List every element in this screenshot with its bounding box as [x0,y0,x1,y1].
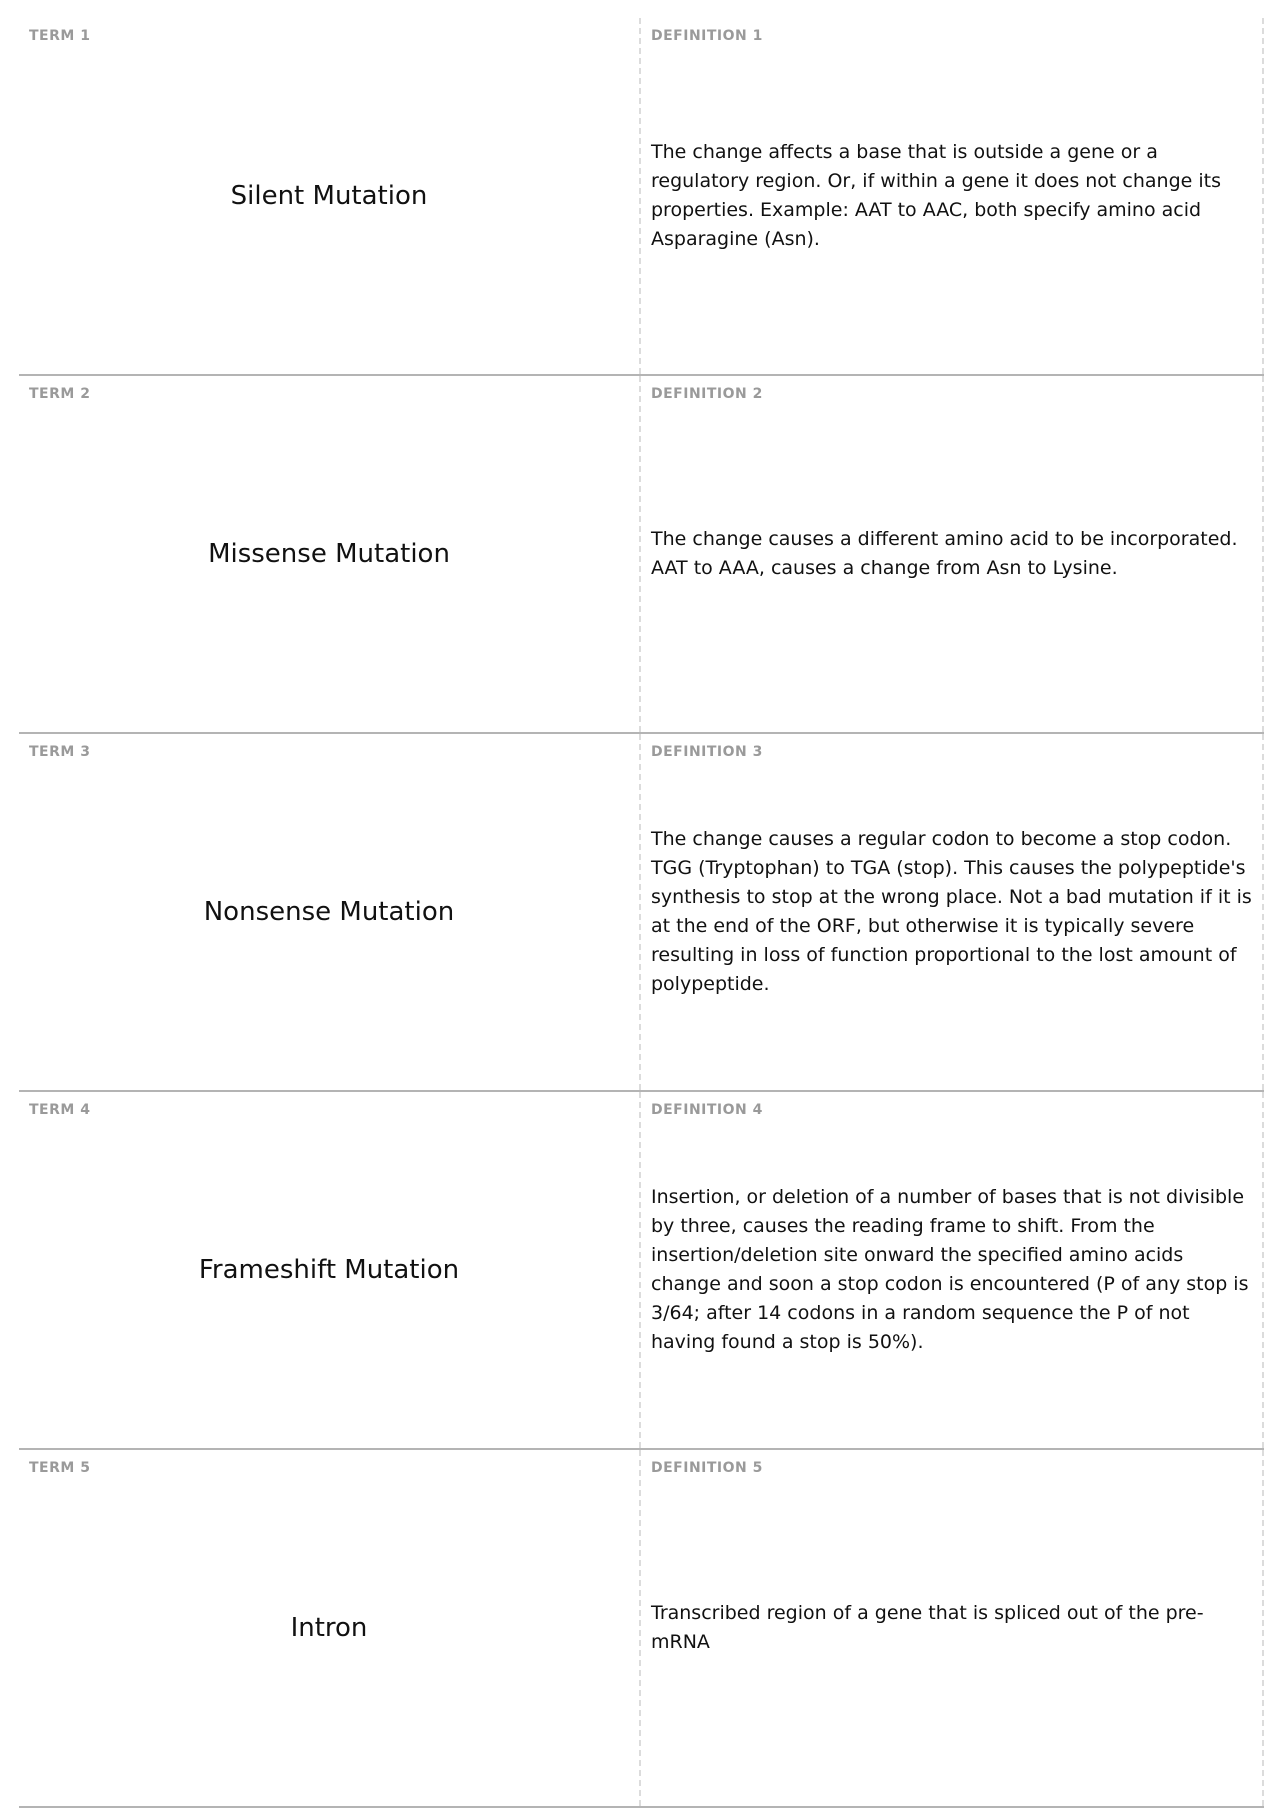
definition-text: The change causes a different amino acid to be incorporated. AAT to AAA, causes a change from Asn to Lysine. [651,528,1238,579]
term-side [19,1450,641,1806]
definition-side [641,1450,1264,1806]
term-label: TERM 4 [29,1102,91,1118]
term-side [19,18,641,374]
flashcard-sheet [19,18,1264,1808]
term-label: TERM 1 [29,28,91,44]
flashcard [19,376,1264,734]
flashcard [19,18,1264,376]
term-side [19,376,641,732]
definition-side [641,734,1264,1090]
definition-label: DEFINITION 3 [651,744,763,760]
term-text: Intron [290,1613,368,1643]
definition-side [641,376,1264,732]
term-text: Frameshift Mutation [198,1255,460,1285]
term-side [19,734,641,1090]
flashcard [19,1450,1264,1808]
definition-label: DEFINITION 5 [651,1460,763,1476]
definition-text: Transcribed region of a gene that is spliced out of the pre-mRNA [651,1602,1204,1653]
definition-label: DEFINITION 4 [651,1102,763,1118]
flashcard [19,734,1264,1092]
term-label: TERM 3 [29,744,91,760]
term-text: Silent Mutation [230,181,428,211]
term-text: Missense Mutation [208,539,450,569]
term-side [19,1092,641,1448]
definition-side [641,18,1264,374]
definition-label: DEFINITION 1 [651,28,763,44]
term-label: TERM 5 [29,1460,91,1476]
definition-text: Insertion, or deletion of a number of bases that is not divisible by three, causes the reading frame to shift. From the insertion/deletion site onward the specified amino acids change and soon a stop codon is encountered (P of any stop is 3/64; after 14 codons in a random sequence the P of not having found a stop is 50%). [651,1186,1249,1353]
definition-label: DEFINITION 2 [651,386,763,402]
term-text: Nonsense Mutation [203,897,455,927]
definition-text: The change causes a regular codon to become a stop codon. TGG (Tryptophan) to TGA (stop). This causes the polypeptide's synthesis to stop at the wrong place. Not a bad mutation if it is at the end of the ORF, but otherwise it is typically severe resulting in loss of function proportional to the lost amount of polypeptide. [651,828,1252,995]
term-label: TERM 2 [29,386,91,402]
definition-text: The change affects a base that is outside a gene or a regulatory region. Or, if within a gene it does not change its properties. Example: AAT to AAC, both specify amino acid Asparagine (Asn). [651,141,1221,250]
flashcard [19,1092,1264,1450]
definition-side [641,1092,1264,1448]
